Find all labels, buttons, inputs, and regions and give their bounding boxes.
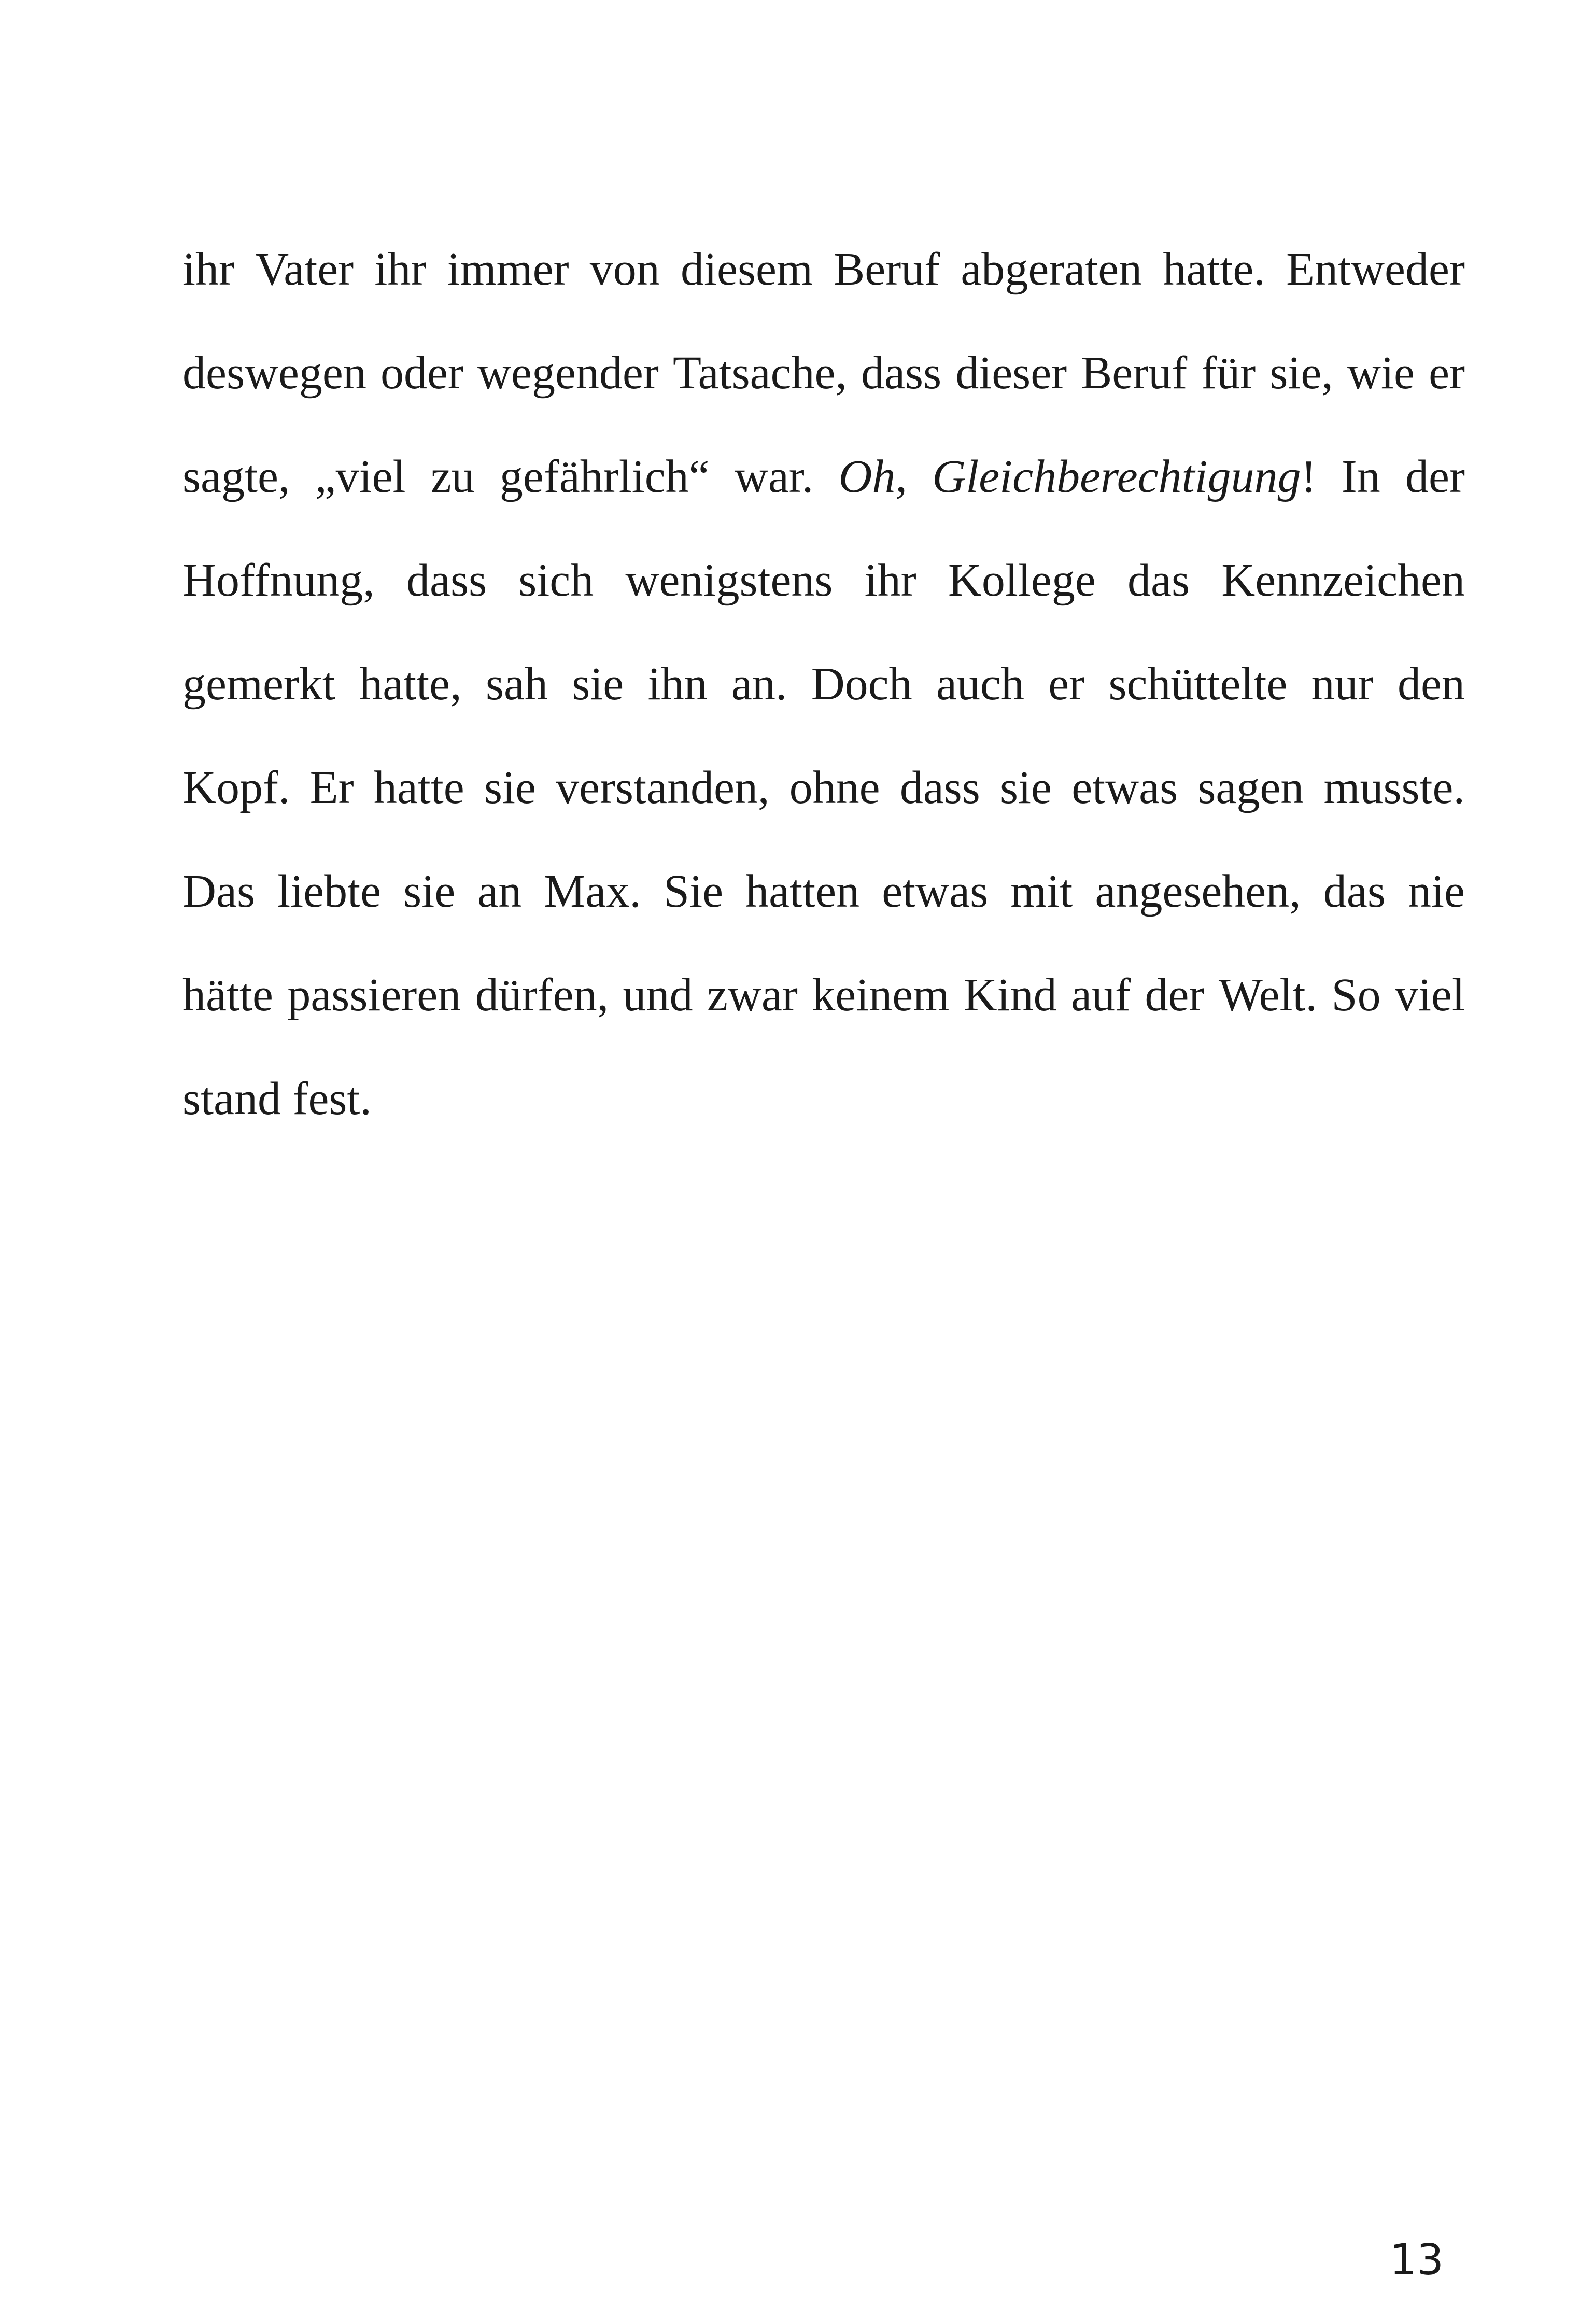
- word: mit: [1010, 866, 1073, 917]
- word: sich: [518, 555, 594, 606]
- word: sie: [403, 866, 456, 917]
- word: schüttelte: [1108, 658, 1288, 710]
- word: Kind: [963, 969, 1057, 1021]
- word: Tatsache,: [672, 347, 847, 399]
- word: war.: [734, 451, 814, 502]
- word: Doch: [811, 658, 912, 710]
- text-line: [182, 840, 1465, 943]
- word: ihr: [864, 555, 916, 606]
- word: verstanden,: [556, 762, 770, 813]
- word: dürfen,: [475, 969, 609, 1021]
- word: passieren: [287, 969, 461, 1021]
- word: immer: [447, 244, 569, 295]
- word: nur: [1311, 658, 1374, 710]
- word: zu: [430, 451, 475, 502]
- word: etwas: [882, 866, 989, 917]
- word: ohne: [789, 762, 880, 813]
- word: Welt.: [1218, 969, 1318, 1021]
- text-line: [182, 632, 1465, 736]
- text-line: [182, 425, 1465, 529]
- word: Oh,: [838, 451, 907, 502]
- word: angesehen,: [1095, 866, 1301, 917]
- word: liebte: [277, 866, 382, 917]
- word: fest.: [292, 1073, 372, 1124]
- word: hätte: [182, 969, 273, 1021]
- word: von: [589, 244, 660, 295]
- word: auf: [1071, 969, 1131, 1021]
- word: sie: [484, 762, 536, 813]
- word: der: [1405, 451, 1465, 502]
- word: sagen: [1197, 762, 1304, 813]
- word: dass: [899, 762, 980, 813]
- word: Das: [182, 866, 255, 917]
- word: stand: [182, 1073, 281, 1124]
- word: hatte.: [1163, 244, 1265, 295]
- word: sagte,: [182, 451, 290, 502]
- text-line: [182, 529, 1465, 632]
- text-line: [182, 321, 1465, 425]
- word: an.: [731, 658, 787, 710]
- word: den: [1397, 658, 1465, 710]
- word: hatte: [373, 762, 464, 813]
- text-line: [182, 943, 1465, 1047]
- word: musste.: [1323, 762, 1465, 813]
- word: an: [477, 866, 522, 917]
- word: er: [1429, 347, 1465, 399]
- word: dass: [406, 555, 487, 606]
- word: „viel: [315, 451, 406, 502]
- word: Entweder: [1286, 244, 1465, 295]
- word: ihn: [647, 658, 708, 710]
- word: sah: [485, 658, 548, 710]
- word: Max.: [544, 866, 641, 917]
- word: dass: [861, 347, 942, 399]
- text-line: [182, 736, 1465, 840]
- word: nie: [1408, 866, 1465, 917]
- word: abgeraten: [961, 244, 1142, 295]
- word: ihr: [374, 244, 427, 295]
- word: ihr: [182, 244, 234, 295]
- word: oder: [380, 347, 463, 399]
- word: Er: [309, 762, 354, 813]
- text-line: [182, 1047, 1465, 1151]
- word: etwas: [1071, 762, 1178, 813]
- word: Beruf: [834, 244, 940, 295]
- word: So: [1331, 969, 1381, 1021]
- body-paragraph: [182, 218, 1465, 1151]
- word: Kennzeichen: [1221, 555, 1465, 606]
- word: das: [1323, 866, 1386, 917]
- word: In: [1341, 451, 1380, 502]
- word: Kopf.: [182, 762, 290, 813]
- word: hatte,: [359, 658, 462, 710]
- word: Sie: [664, 866, 724, 917]
- word: zwar: [707, 969, 798, 1021]
- word: Vater: [255, 244, 354, 295]
- word: und: [623, 969, 693, 1021]
- word: gefährlich“: [499, 451, 710, 502]
- word: das: [1127, 555, 1190, 606]
- word: sie: [1000, 762, 1052, 813]
- word: auch: [936, 658, 1024, 710]
- word: Hoffnung,: [182, 555, 375, 606]
- word: wegender: [477, 347, 659, 399]
- word: sie,: [1269, 347, 1333, 399]
- word: er: [1048, 658, 1085, 710]
- word: der: [1145, 969, 1205, 1021]
- word: für: [1201, 347, 1256, 399]
- word: keinem: [812, 969, 950, 1021]
- word: deswegen: [182, 347, 366, 399]
- word: wenigstens: [625, 555, 833, 606]
- word: gemerkt: [182, 658, 335, 710]
- word: dieser: [955, 347, 1067, 399]
- page-number: 13: [1389, 2235, 1444, 2285]
- word: Kollege: [948, 555, 1096, 606]
- word: sie: [572, 658, 624, 710]
- word: Gleichberechtigung!: [932, 451, 1317, 502]
- word: hatten: [745, 866, 860, 917]
- word: wie: [1347, 347, 1415, 399]
- word: viel: [1395, 969, 1465, 1021]
- word: diesem: [681, 244, 813, 295]
- word: Beruf: [1081, 347, 1188, 399]
- text-line: [182, 218, 1465, 321]
